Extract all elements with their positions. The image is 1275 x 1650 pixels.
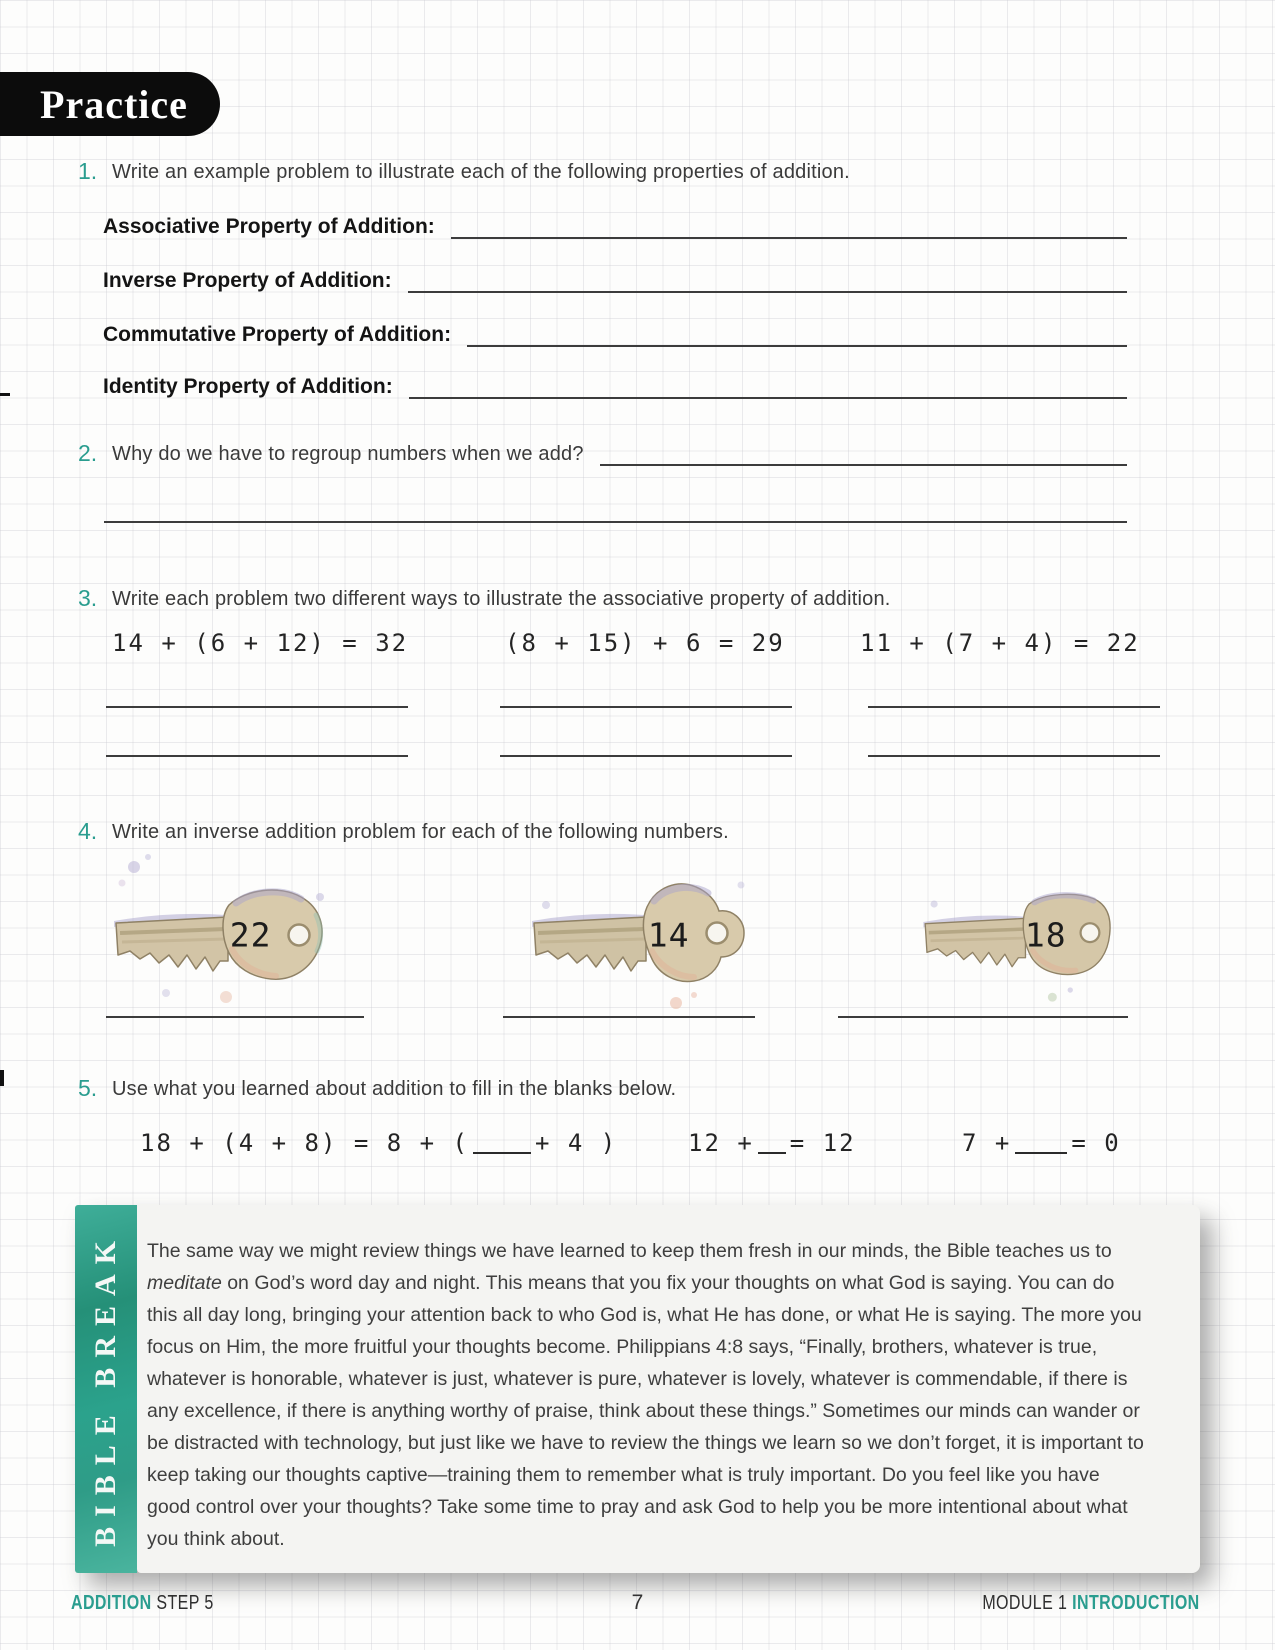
page-number: 7 bbox=[631, 1591, 644, 1614]
math-problem-2: (8 + 15) + 6 = 29 bbox=[505, 629, 785, 657]
answer-blank bbox=[408, 291, 1127, 293]
page-edge-mark bbox=[0, 393, 10, 396]
question-1-text: Write an example problem to illustrate each of the following properties of addition. bbox=[112, 161, 850, 184]
question-5-number: 5. bbox=[78, 1075, 98, 1101]
equation-blank bbox=[758, 1128, 786, 1154]
answer-blank bbox=[409, 397, 1127, 399]
fill-blank-equation-1 bbox=[140, 1128, 617, 1158]
equation-text: = 12 bbox=[789, 1129, 856, 1157]
bible-break-box bbox=[137, 1205, 1200, 1573]
question-2 bbox=[78, 440, 1127, 466]
key-figure-2 bbox=[526, 845, 756, 1015]
bible-break-label: BIBLE BREAK bbox=[89, 1231, 122, 1547]
question-3-number: 3. bbox=[78, 585, 98, 611]
key-icon bbox=[918, 852, 1124, 1008]
property-row-commutative bbox=[103, 313, 1127, 347]
answer-blank bbox=[838, 1016, 1128, 1018]
question-2-text: Why do we have to regroup numbers when we add? bbox=[112, 443, 584, 466]
equation-text: + 4 ) bbox=[534, 1129, 618, 1157]
answer-blank bbox=[868, 706, 1160, 708]
footer-module-label: MODULE 1 bbox=[982, 1592, 1073, 1614]
answer-blank bbox=[106, 755, 408, 757]
property-label-identity: Identity Property of Addition: bbox=[103, 374, 393, 398]
bible-break-section bbox=[75, 1205, 1200, 1573]
footer-addition-label: ADDITION bbox=[71, 1592, 152, 1614]
answer-blank bbox=[106, 706, 408, 708]
equation-text: 12 + bbox=[688, 1129, 754, 1157]
key-figure-1 bbox=[108, 845, 338, 1015]
math-problem-1: 14 + (6 + 12) = 32 bbox=[112, 629, 409, 657]
answer-blank bbox=[451, 237, 1127, 239]
bible-break-paragraph bbox=[137, 1225, 1200, 1555]
property-label-commutative: Commutative Property of Addition: bbox=[103, 322, 452, 346]
question-4-number: 4. bbox=[78, 818, 98, 844]
question-2-number: 2. bbox=[78, 440, 98, 466]
equation-text: 7 + bbox=[962, 1129, 1012, 1157]
key-number: 18 bbox=[1024, 915, 1067, 955]
question-5 bbox=[78, 1075, 676, 1101]
question-4 bbox=[78, 818, 729, 844]
math-problem-3: 11 + (7 + 4) = 22 bbox=[860, 629, 1140, 657]
key-figure-3 bbox=[918, 852, 1124, 1008]
question-5-text: Use what you learned about addition to fill in the blanks below. bbox=[112, 1078, 677, 1101]
bible-break-band bbox=[75, 1205, 137, 1573]
practice-badge bbox=[0, 72, 220, 136]
fill-blank-equation-2 bbox=[688, 1128, 856, 1158]
question-1 bbox=[78, 158, 850, 184]
page-edge-mark bbox=[0, 1070, 4, 1086]
property-row-inverse bbox=[103, 259, 1127, 293]
key-number: 22 bbox=[229, 915, 272, 955]
answer-blank bbox=[500, 755, 792, 757]
footer-step-label: STEP 5 bbox=[151, 1592, 214, 1614]
equation-blank bbox=[1015, 1128, 1067, 1154]
answer-blank bbox=[868, 755, 1160, 757]
fill-blank-equation-3 bbox=[962, 1128, 1121, 1158]
bible-break-text: on God’s word day and night. This means that you fix your thoughts on what God is saying. You can do this all day long, bringing your attention back to who God is, what He has done, or what He is saying. The more you focus on Him, the more fruitful your thoughts become. Philippians 4:8 says, “Finally, brothers, whatever is true, whatever is honorable, whatever is just, whatever is pure, whatever is lovely, whatever is commendable, if there is any excellence, if there is anything worthy of praise, think about these things.” Sometimes our minds can wander or be distracted with technology, but just like we have to review the things we learn so we don’t forget, it is important to keep taking our thoughts captive—training them to remember what is truly important. Do you feel like you have good control over your thoughts? Take some time to pray and ask God to help you be more intentional about what you think about. bbox=[147, 1271, 1144, 1550]
key-icon bbox=[526, 845, 756, 1015]
property-row-identity bbox=[103, 365, 1127, 399]
answer-blank bbox=[600, 464, 1127, 466]
answer-blank bbox=[500, 706, 792, 708]
property-row-associative bbox=[103, 205, 1127, 239]
answer-blank bbox=[467, 345, 1127, 347]
answer-blank bbox=[503, 1016, 755, 1018]
key-number: 14 bbox=[647, 915, 690, 955]
equation-text: 18 + (4 + 8) = 8 + ( bbox=[140, 1129, 469, 1157]
equation-blank bbox=[473, 1128, 531, 1154]
property-label-inverse: Inverse Property of Addition: bbox=[103, 268, 392, 292]
question-3-text: Write each problem two different ways to illustrate the associative property of addition. bbox=[112, 588, 891, 611]
equation-text: = 0 bbox=[1071, 1129, 1121, 1157]
practice-badge-label: Practice bbox=[40, 81, 188, 127]
bible-break-italic-word: meditate bbox=[147, 1271, 222, 1294]
answer-blank bbox=[106, 1016, 364, 1018]
footer-introduction-label: INTRODUCTION bbox=[1072, 1592, 1200, 1614]
bible-break-text: The same way we might review things we have learned to keep them fresh in our minds, the Bible teaches us to bbox=[147, 1239, 1112, 1262]
question-3 bbox=[78, 585, 891, 611]
key-icon bbox=[108, 845, 338, 1015]
footer-right bbox=[928, 1592, 1200, 1615]
answer-blank bbox=[104, 521, 1127, 523]
question-1-number: 1. bbox=[78, 158, 98, 184]
property-label-associative: Associative Property of Addition: bbox=[103, 214, 435, 238]
question-4-text: Write an inverse addition problem for each of the following numbers. bbox=[112, 821, 729, 844]
